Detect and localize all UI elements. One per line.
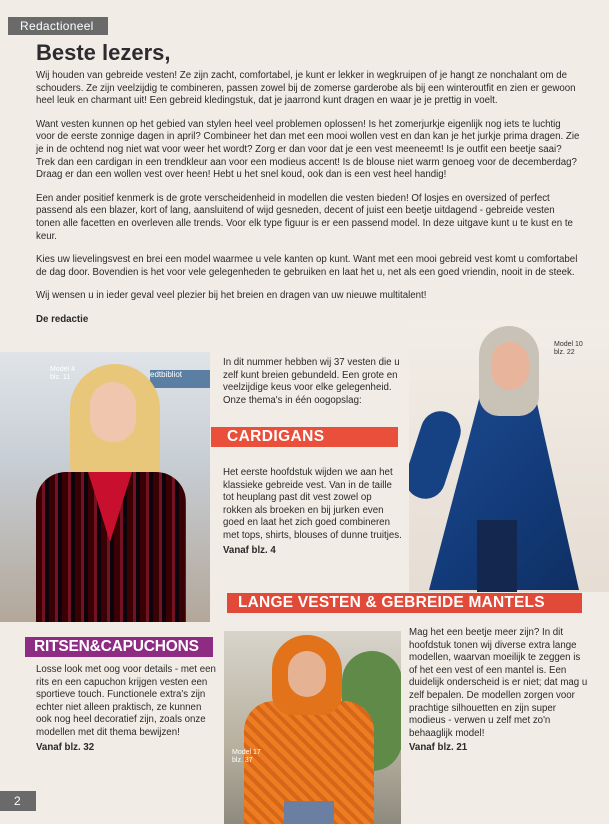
intro-paragraph-1: Wij houden van gebreide vesten! Ze zijn zacht, comfortabel, je kunt er lekker in wegkruipen of je hangt ze nonchalant om de schouders. Ze zijn veelzijdig te combineren, passen zowel bij de zomerse garderobe als bij een winteroutfit en zien er gewoon heel leuk en charmant uit! Een gebreid kledingstuk, dat je jaarrond kunt dragen en waar je je prettig in voelt. xyxy=(36,70,576,107)
model-17-name: Model 17 xyxy=(232,749,261,756)
intro-paragraph-3: Een ander positief kenmerk is de grote verscheidenheid in modellen die vesten bieden! Of losjes en oversized of perfect passend als een blazer, kort of lang, aansluitend of wijd gesneden, decent of juist een beetje uitdagend - gebreide vesten tonen alle facetten en overleven alle trends. Voor elk type figuur is er een passend model. In deze uitgave kunt u te kust en te keur. xyxy=(36,192,573,242)
model-10-photo xyxy=(409,320,609,592)
model-4-photo xyxy=(0,352,210,622)
cardigans-section xyxy=(223,467,403,557)
cardigans-banner: CARDIGANS xyxy=(211,427,398,447)
ritsen-text: Losse look met oog voor details - met een rits en een capuchon krijgen vesten een sportieve touch. Functionele extra's zijn echter niet alleen praktisch, ze kunnen ook nog heel decoratief zijn, zoals onze modellen met dit thema bewijzen! xyxy=(36,664,216,738)
lange-vesten-text: Mag het een beetje meer zijn? In dit hoofdstuk tonen wij diverse extra lange modellen, waarvan moeilijk te zeggen is of het een vest of een mantel is. Een duidelijk onderscheid is er niet; dat mag u zelf bepalen. De modellen zorgen voor prachtige silhouetten en zijn super modieus - verwen u zelf met zo'n behaaglijk model! xyxy=(409,627,588,739)
ritsen-section xyxy=(36,664,216,754)
model-10-legs xyxy=(477,520,517,592)
intro-paragraph-4: Kies uw lievelingsvest en brei een model waarmee u vele kanten op kunt. Want met een mooi gebreid vest komt u comfortabel de dag door. Bovendien is het voor vele gelegenheden te gebruiken en laat het u, net als een goed vriendin, nooit in de steek. xyxy=(36,254,578,278)
model-17-label xyxy=(232,749,261,765)
lange-vesten-section xyxy=(409,627,589,755)
signature: De redactie xyxy=(36,313,89,325)
model-10-page: blz. 22 xyxy=(554,349,575,356)
intro-paragraph-5: Wij wensen u in ieder geval veel plezier bij het breien en dragen van uw nieuwe multitalent! xyxy=(36,290,427,302)
lange-vesten-page-ref: Vanaf blz. 21 xyxy=(409,742,468,754)
lange-vesten-banner: LANGE VESTEN & GEBREIDE MANTELS xyxy=(227,593,582,613)
cardigans-text: Het eerste hoofdstuk wijden we aan het klassieke gebreide vest. Van in de taille tot heuplang past dit vest zowel op rokken als broeken en bij jurken even goed en laat het zich goed combineren met tops, shirts, blouses of dunne truitjes. xyxy=(223,467,402,541)
model-10-face xyxy=(491,342,529,390)
model-17-face xyxy=(288,651,326,697)
background-sign-text: edtbibliot xyxy=(150,370,183,379)
model-17-photo xyxy=(224,631,401,824)
ritsen-page-ref: Vanaf blz. 32 xyxy=(36,741,95,753)
background-sign xyxy=(150,370,210,388)
model-17-jeans xyxy=(284,801,334,824)
intro-paragraph-2: Want vesten kunnen op het gebied van stylen heel veel problemen oplossen! Is het zomerjurkje eigenlijk nog iets te luchtig voor de eerste zonnige dagen in april? Combineer het dan met een mooi wollen vest en dan kan je het jurkje prima dragen. Zie je in de ochtend nog niet wat voor weer het wordt? Zorg er dan voor dat je een vest meeneemt! Is je outfit een beetje saai? Trek dan een cardigan in een trendkleur aan voor een modieus accent! Is de blouse niet warm genoeg voor de decemberdag? Draag er dan een wollen vest over heen! Hebt u het snel koud, ook dan is een vest heel handig! xyxy=(36,118,580,181)
model-17-page: blz. 37 xyxy=(232,757,253,764)
editorial-intro xyxy=(36,70,581,338)
themes-intro: In dit nummer hebben wij 37 vesten die u zelf kunt breien gebundeld. Een grote en veelzijdige keus voor elke gelegenheid. Onze thema's in één oogopslag: xyxy=(223,357,400,406)
page-title: Beste lezers, xyxy=(36,40,171,65)
model-4-label xyxy=(50,366,75,382)
ritsen-banner: RITSEN&CAPUCHONS xyxy=(25,637,213,657)
cardigans-page-ref: Vanaf blz. 4 xyxy=(223,544,276,556)
model-10-label xyxy=(554,341,583,357)
model-4-name: Model 4 xyxy=(50,366,75,373)
model-10-name: Model 10 xyxy=(554,341,583,348)
model-4-face xyxy=(90,382,136,442)
section-tag: Redactioneel xyxy=(8,17,108,35)
model-4-page: blz. 11 xyxy=(50,374,71,381)
page-number: 2 xyxy=(0,791,36,811)
model-4-cardigan xyxy=(36,472,186,622)
